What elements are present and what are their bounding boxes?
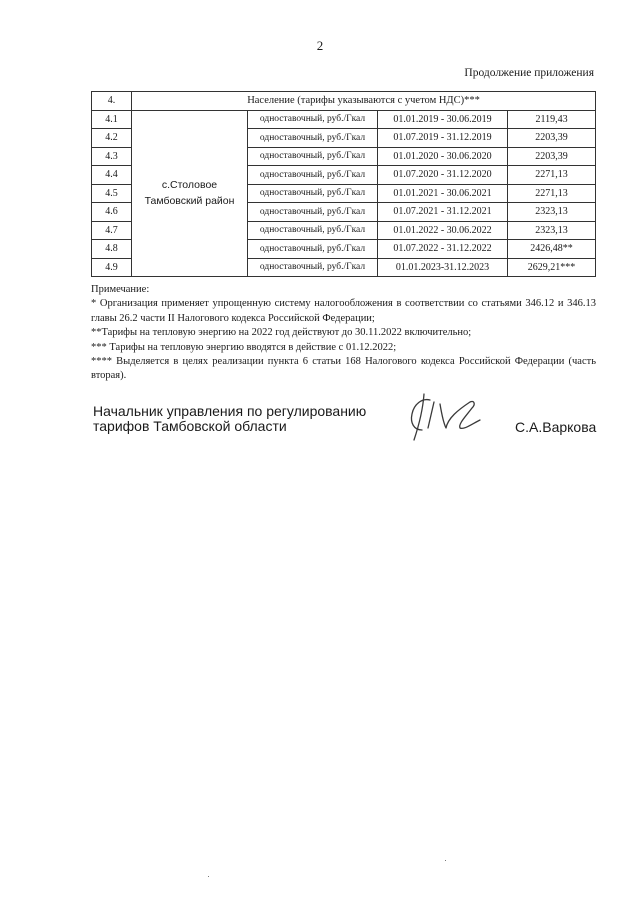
signatory-title-line: тарифов Тамбовской области [93, 418, 287, 434]
tariff-value: 2203,39 [508, 147, 596, 166]
tariff-value: 2271,13 [508, 184, 596, 203]
tariff-value: 2426,48** [508, 240, 596, 259]
row-number: 4.5 [92, 184, 132, 203]
row-number: 4.2 [92, 129, 132, 148]
row-number: 4.1 [92, 110, 132, 129]
tariff-table-body [92, 92, 596, 277]
tariff-period: 01.01.2020 - 30.06.2020 [378, 147, 508, 166]
tariff-period: 01.01.2023-31.12.2023 [378, 258, 508, 277]
tariff-period: 01.01.2022 - 30.06.2022 [378, 221, 508, 240]
tariff-value: 2323,13 [508, 221, 596, 240]
note-item: **** Выделяется в целях реализации пункта 6 статьи 168 Налогового кодекса Российской Федерации (часть вторая). [91, 356, 596, 382]
tariff-type: одноставочный, руб./Гкал [248, 203, 378, 222]
scan-speck [445, 860, 446, 861]
section-number: 4. [92, 92, 132, 111]
tariff-value: 2119,43 [508, 110, 596, 129]
tariff-period: 01.01.2019 - 30.06.2019 [378, 110, 508, 129]
notes [91, 283, 596, 384]
tariff-type: одноставочный, руб./Гкал [248, 147, 378, 166]
note-item: * Организация применяет упрощенную систему налогообложения в соответствии со статьями 346.12 и 346.13 главы 26.2 части II Налогового кодекса Российской Федерации; [91, 298, 596, 324]
tariff-row [92, 110, 596, 129]
tariff-period: 01.07.2021 - 31.12.2021 [378, 203, 508, 222]
handwritten-signature [400, 390, 490, 445]
row-number: 4.3 [92, 147, 132, 166]
row-number: 4.8 [92, 240, 132, 259]
page-number: 2 [316, 38, 324, 53]
tariff-value: 2629,21*** [508, 258, 596, 277]
tariff-value: 2323,13 [508, 203, 596, 222]
tariff-type: одноставочный, руб./Гкал [248, 129, 378, 148]
row-number: 4.6 [92, 203, 132, 222]
continuation-label: Продолжение приложения [464, 67, 594, 79]
tariff-type: одноставочный, руб./Гкал [248, 221, 378, 240]
tariff-period: 01.01.2021 - 30.06.2021 [378, 184, 508, 203]
signatory-title [93, 404, 366, 434]
row-number: 4.4 [92, 166, 132, 185]
place-cell [132, 110, 248, 277]
tariff-period: 01.07.2020 - 31.12.2020 [378, 166, 508, 185]
note-item: *** Тарифы на тепловую энергию вводятся в действие с 01.12.2022; [91, 341, 397, 353]
tariff-type: одноставочный, руб./Гкал [248, 184, 378, 203]
tariff-value: 2203,39 [508, 129, 596, 148]
tariff-type: одноставочный, руб./Гкал [248, 240, 378, 259]
scan-speck [208, 876, 209, 877]
tariff-type: одноставочный, руб./Гкал [248, 110, 378, 129]
signatory-title-line: Начальник управления по регулированию [93, 403, 367, 419]
row-number: 4.9 [92, 258, 132, 277]
tariff-table [91, 91, 596, 277]
tariff-period: 01.07.2019 - 31.12.2019 [378, 129, 508, 148]
place-district: Тамбовский район [144, 195, 235, 208]
section-title: Население (тарифы указываются с учетом НДС)*** [132, 92, 596, 111]
place-name: с.Столовое [161, 179, 218, 192]
notes-heading: Примечание: [91, 284, 150, 295]
section-row [92, 92, 596, 111]
tariff-value: 2271,13 [508, 166, 596, 185]
tariff-period: 01.07.2022 - 31.12.2022 [378, 240, 508, 259]
tariff-type: одноставочный, руб./Гкал [248, 166, 378, 185]
row-number: 4.7 [92, 221, 132, 240]
tariff-type: одноставочный, руб./Гкал [248, 258, 378, 277]
note-item: **Тарифы на тепловую энергию на 2022 год действуют до 30.11.2022 включительно; [91, 327, 472, 339]
signatory-name: С.А.Варкова [515, 419, 597, 435]
